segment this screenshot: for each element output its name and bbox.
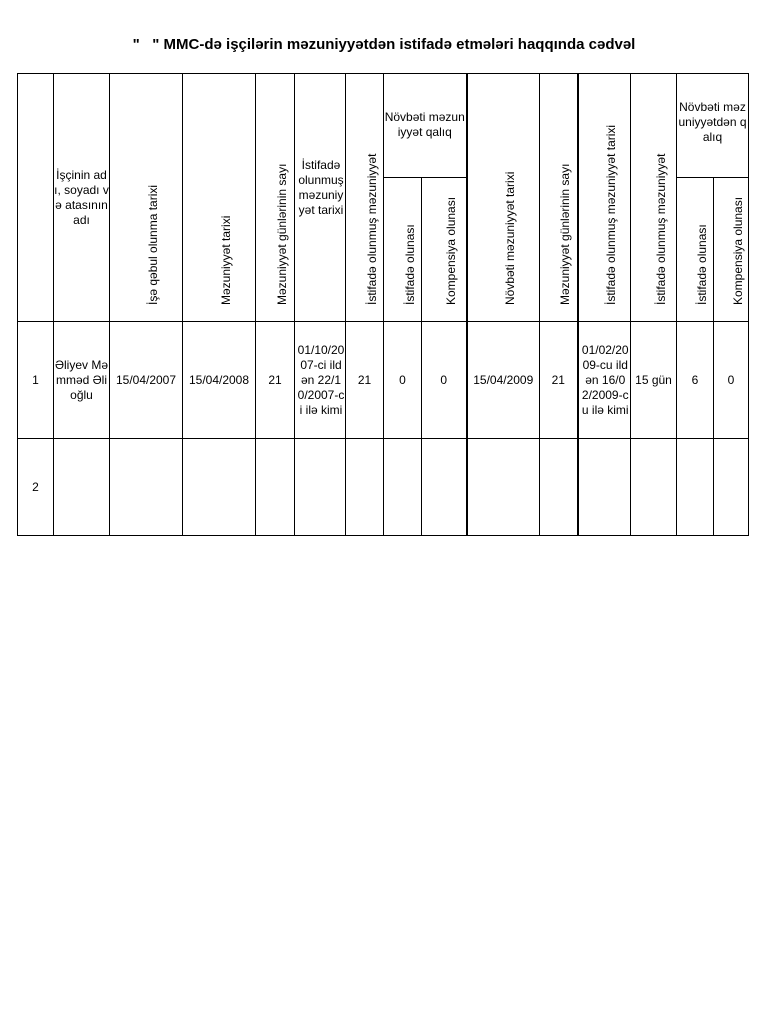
hire-date: 15/04/2007 — [110, 322, 183, 439]
header-employee-name — [54, 74, 110, 322]
used-days: 21 — [346, 322, 384, 439]
header-next-leave-remaining-2 — [677, 74, 749, 178]
used-period: 01/10/2007-ci ildən 22/10/2007-ci ilə kimi — [297, 342, 345, 417]
table-row — [18, 322, 749, 439]
header-next-leave-date-text: Növbəti məzuniyyət tarixi — [503, 171, 518, 305]
employee-name: Əliyev Məmməd Əli oğlu — [54, 357, 109, 402]
leave-days-2: 21 — [540, 322, 578, 439]
used-period — [295, 439, 346, 536]
header-used-2 — [677, 178, 714, 322]
next-leave-date — [467, 439, 540, 536]
leave-days: 21 — [256, 322, 295, 439]
header-used-leave — [346, 74, 384, 322]
header-leave-days-text: Məzuniyyət günlərinin sayı — [275, 163, 289, 305]
used-days-2 — [631, 439, 677, 536]
header-leave-days-2 — [540, 74, 578, 322]
used-period-cell — [295, 322, 346, 439]
header-used-leave-text: İstifadə olunmuş məzuniyyət — [364, 153, 379, 305]
header-compensation — [422, 178, 467, 322]
header-used-2-text: İstifadə olunası — [695, 224, 709, 305]
header-used-leave-date-2-text: İstifadə olunmuş məzuniyyət tarixi — [604, 124, 619, 305]
remaining-compensation: 0 — [422, 322, 467, 439]
header-hire-date-text: İşə qəbul olunma tarixi — [146, 184, 160, 305]
header-used-leave-date-text: İstifadə olunmuş məzuniyyət tarixi — [298, 158, 344, 217]
remaining-used: 0 — [384, 322, 422, 439]
header-used-leave-date — [295, 74, 346, 322]
employee-name — [54, 439, 110, 536]
header-next-leave-date — [467, 74, 540, 322]
header-next-leave-remaining — [384, 74, 467, 178]
header-hire-date — [110, 74, 183, 322]
header-compensation-2 — [714, 178, 749, 322]
table-row — [18, 439, 749, 536]
header-used-text: İstifadə olunası — [402, 224, 417, 305]
header-used-leave-date-2 — [578, 74, 631, 322]
employee-name-cell — [54, 322, 110, 439]
remaining-compensation-2: 0 — [714, 322, 749, 439]
header-next-leave-remaining-2-text: Növbəti məzuniyyətdən qalıq — [678, 100, 747, 144]
header-next-leave-remaining-text: Növbəti məzuniyyət qalıq — [384, 110, 465, 139]
used-days-2: 15 gün — [631, 322, 677, 439]
header-leave-date — [183, 74, 256, 322]
header-row-number — [18, 74, 54, 322]
header-leave-days — [256, 74, 295, 322]
header-compensation-2-text: Kompensiya olunası — [731, 196, 745, 305]
leave-days-2 — [540, 439, 578, 536]
used-days — [346, 439, 384, 536]
row-number: 2 — [18, 439, 54, 536]
header-used-leave-2 — [631, 74, 677, 322]
used-period-2-cell — [578, 322, 631, 439]
header-used-leave-2-text: İstifadə olunmuş məzuniyyət — [653, 153, 668, 305]
header-leave-days-2-text: Məzuniyyət günlərinin sayı — [558, 163, 573, 305]
header-leave-date-text: Məzuniyyət tarixi — [219, 215, 233, 305]
row-number: 1 — [18, 322, 54, 439]
hire-date — [110, 439, 183, 536]
used-period-2 — [578, 439, 631, 536]
remaining-compensation — [422, 439, 467, 536]
header-compensation-text: Kompensiya olunası — [443, 196, 458, 305]
remaining-used — [384, 439, 422, 536]
remaining-compensation-2 — [714, 439, 749, 536]
next-leave-date: 15/04/2009 — [467, 322, 540, 439]
document-title: " " MMC-də işçilərin məzuniyyətdən istifadə etmələri haqqında cədvəl — [132, 36, 636, 53]
header-employee-name-text: İşçinin adı, soyadı və atasının adı — [54, 167, 109, 227]
remaining-used-2 — [677, 439, 714, 536]
header-used — [384, 178, 422, 322]
leave-usage-table — [17, 73, 749, 536]
leave-date — [183, 439, 256, 536]
leave-days — [256, 439, 295, 536]
leave-date: 15/04/2008 — [183, 322, 256, 439]
remaining-used-2: 6 — [677, 322, 714, 439]
used-period-2: 01/02/2009-cu ildən 16/02/2009-cu ilə kimi — [581, 342, 629, 417]
